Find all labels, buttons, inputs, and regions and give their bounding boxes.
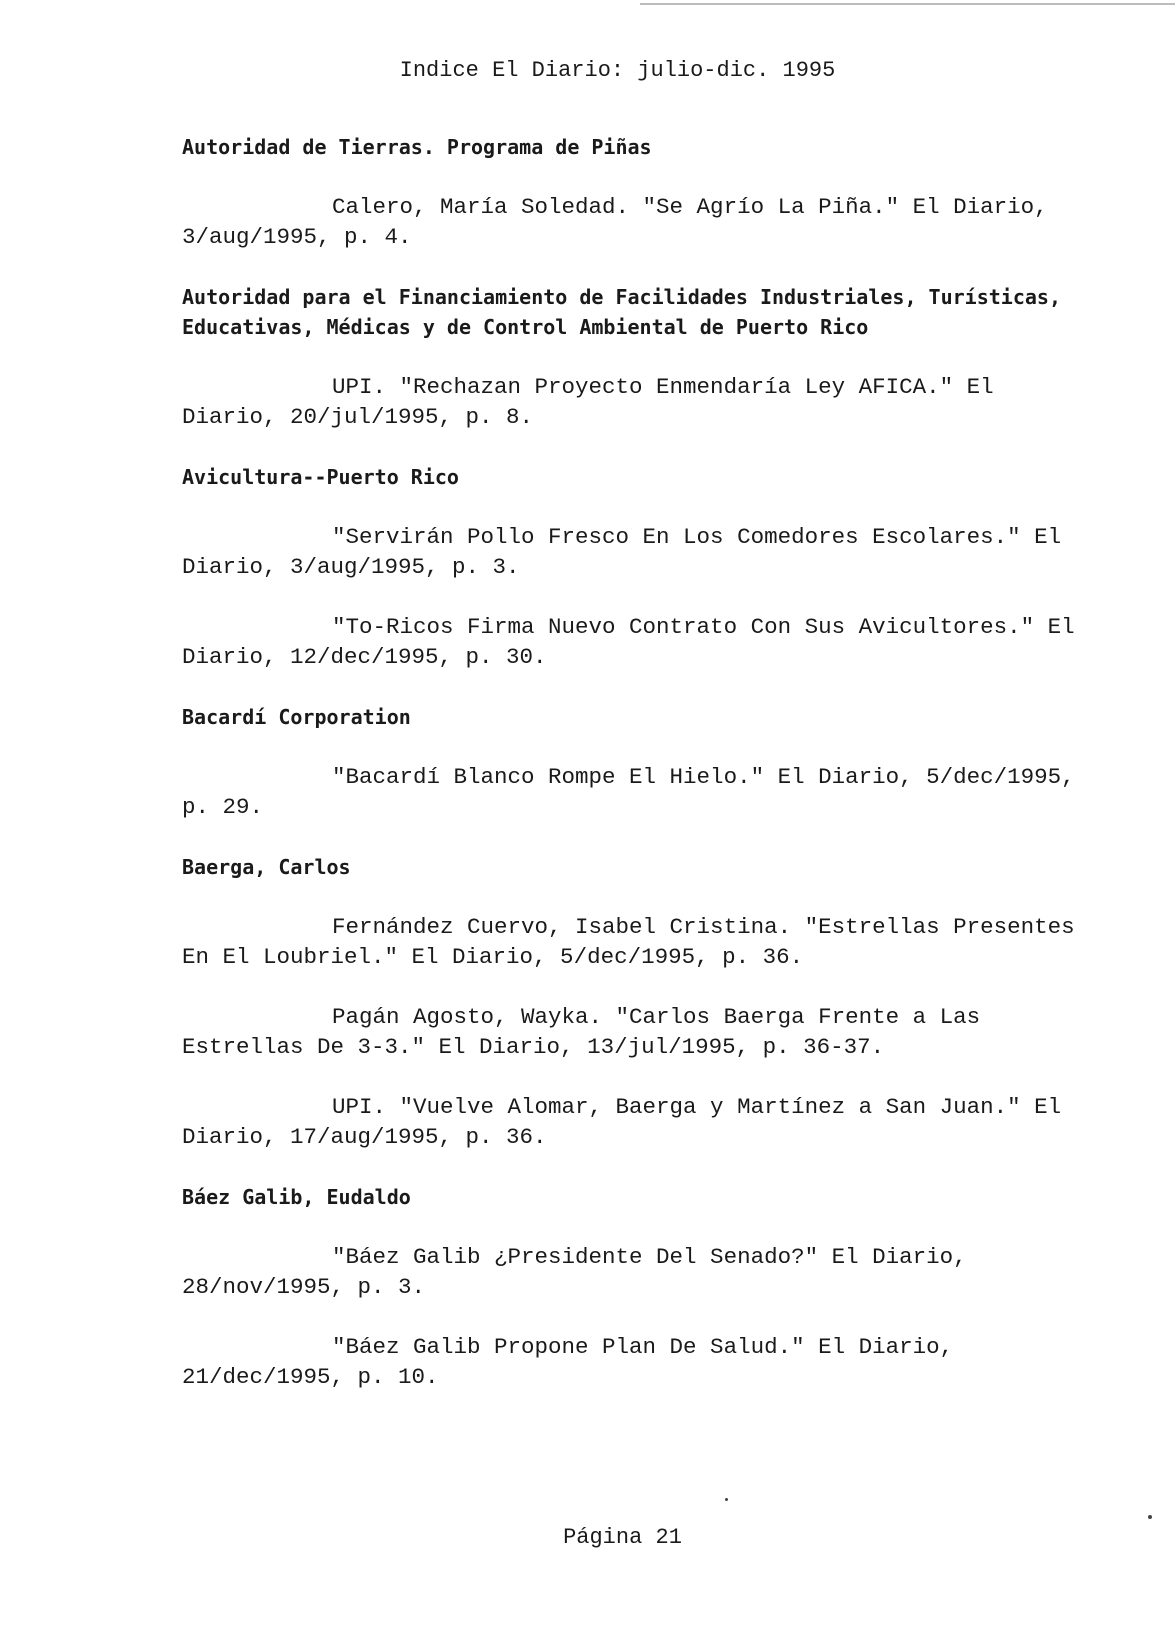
section-heading: Avicultura--Puerto Rico: [182, 465, 459, 489]
citation-entry: "To-Ricos Firma Nuevo Contrato Con Sus Avicultores." El Diario, 12/dec/1995, p. 30.: [182, 614, 1075, 670]
citation-entry: "Báez Galib ¿Presidente Del Senado?" El Diario, 28/nov/1995, p. 3.: [182, 1244, 967, 1300]
page-number: Página 21: [563, 1525, 682, 1550]
citation-entry: "Bacardí Blanco Rompe El Hielo." El Diario, 5/dec/1995, p. 29.: [182, 764, 1075, 820]
page-title: Indice El Diario: julio-dic. 1995: [399, 58, 836, 83]
section-heading: Baerga, Carlos: [182, 855, 351, 879]
scan-speck: [1148, 1515, 1152, 1519]
citation-entry: Calero, María Soledad. "Se Agrío La Piña." El Diario, 3/aug/1995, p. 4.: [182, 194, 1048, 250]
index-content: [182, 132, 1082, 1422]
section-heading: Autoridad de Tierras. Programa de Piñas: [182, 135, 652, 159]
citation-entry: Fernández Cuervo, Isabel Cristina. "Estrellas Presentes En El Loubriel." El Diario, 5/dec/1995, p. 36.: [182, 914, 1075, 970]
index-section: [182, 1182, 1082, 1392]
index-section: [182, 282, 1082, 432]
section-heading: Autoridad para el Financiamiento de Facilidades Industriales, Turísticas, Educativas, Médicas y de Control Ambiental de Puerto Rico: [182, 285, 1061, 339]
scan-edge-line: [640, 3, 1175, 5]
scan-speck: [725, 1498, 728, 1501]
section-heading: Báez Galib, Eudaldo: [182, 1185, 411, 1209]
citation-entry: Pagán Agosto, Wayka. "Carlos Baerga Frente a Las Estrellas De 3-3." El Diario, 13/jul/1995, p. 36-37.: [182, 1004, 981, 1060]
section-heading: Bacardí Corporation: [182, 705, 411, 729]
citation-entry: UPI. "Rechazan Proyecto Enmendaría Ley AFICA." El Diario, 20/jul/1995, p. 8.: [182, 374, 994, 430]
index-section: [182, 462, 1082, 672]
index-section: [182, 132, 1082, 252]
index-section: [182, 852, 1082, 1152]
citation-entry: "Servirán Pollo Fresco En Los Comedores Escolares." El Diario, 3/aug/1995, p. 3.: [182, 524, 1062, 580]
index-section: [182, 702, 1082, 822]
citation-entry: UPI. "Vuelve Alomar, Baerga y Martínez a San Juan." El Diario, 17/aug/1995, p. 36.: [182, 1094, 1062, 1150]
citation-entry: "Báez Galib Propone Plan De Salud." El Diario, 21/dec/1995, p. 10.: [182, 1334, 954, 1390]
